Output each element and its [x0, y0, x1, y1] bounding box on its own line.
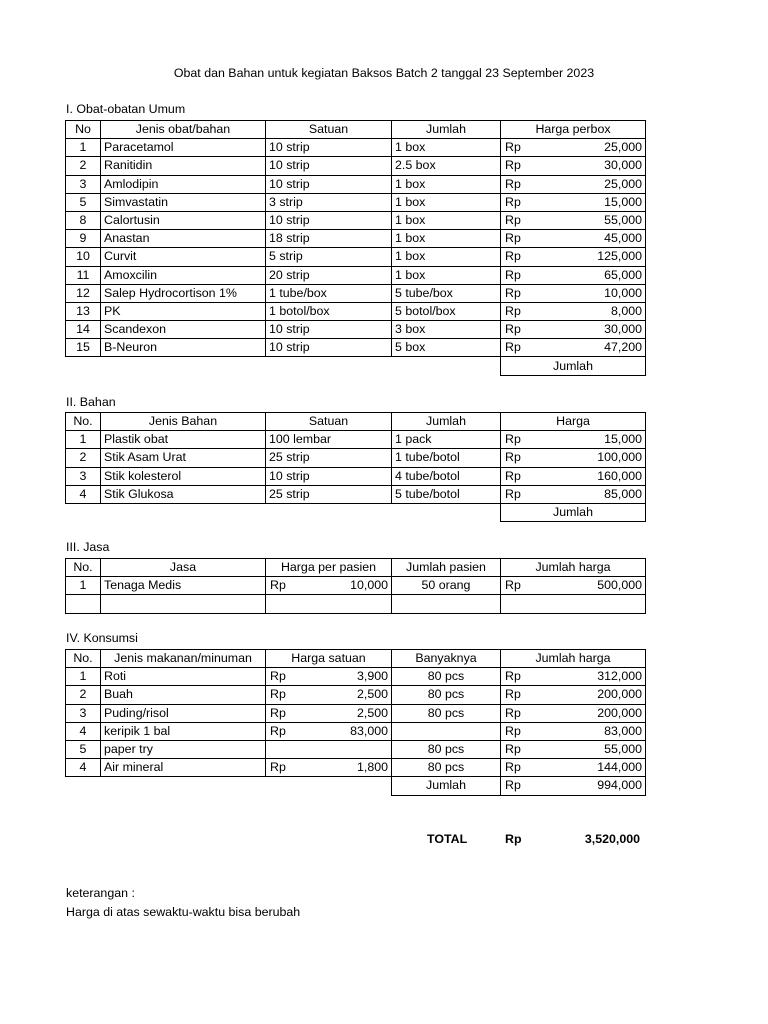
item-unit: 10 strip: [266, 175, 392, 193]
services-table: [65, 558, 646, 614]
table-total-row: [66, 357, 646, 375]
table-header-row: [66, 650, 646, 668]
column-header: No.: [66, 559, 101, 577]
currency-symbol: Rp: [505, 267, 521, 282]
item-unit: 100 lembar: [266, 431, 392, 449]
item-quantity: 1 box: [392, 211, 501, 229]
item-price: [501, 175, 646, 193]
row-number: 3: [66, 704, 101, 722]
amount-value: 100,000: [597, 450, 642, 465]
item-price: [501, 230, 646, 248]
item-unit: 10 strip: [266, 211, 392, 229]
item-price: [501, 157, 646, 175]
item-unit: 25 strip: [266, 485, 392, 503]
item-price: [501, 485, 646, 503]
column-header: Satuan: [266, 121, 392, 139]
item-name: B-Neuron: [101, 339, 266, 357]
amount-value: 10,000: [604, 285, 642, 300]
item-quantity: 1 box: [392, 266, 501, 284]
table-row: [66, 339, 646, 357]
empty: [266, 503, 392, 521]
unit-price-empty: [266, 740, 392, 758]
empty: [101, 357, 266, 375]
item-unit: 3 strip: [266, 193, 392, 211]
table-row: [66, 449, 646, 467]
currency-symbol: Rp: [505, 760, 521, 775]
item-unit: 1 botol/box: [266, 302, 392, 320]
currency-symbol: Rp: [505, 140, 521, 155]
amount-value: 500,000: [597, 578, 642, 593]
empty: [266, 777, 392, 795]
table-row: [66, 302, 646, 320]
table-row: [66, 431, 646, 449]
item-name: Amoxcilin: [101, 266, 266, 284]
currency-symbol: Rp: [505, 486, 521, 501]
price-per-patient: [266, 577, 392, 595]
empty-cell: [392, 595, 501, 613]
currency-symbol: Rp: [505, 285, 521, 300]
total-price: [501, 759, 646, 777]
empty-cell: [501, 595, 646, 613]
item-name: Simvastatin: [101, 193, 266, 211]
item-name: Plastik obat: [101, 431, 266, 449]
total-label: Jumlah: [392, 777, 501, 795]
column-header: No: [66, 121, 101, 139]
row-number: 1: [66, 139, 101, 157]
amount-value: 160,000: [597, 468, 642, 483]
patient-count: 50 orang: [392, 577, 501, 595]
column-header: Jenis Bahan: [101, 413, 266, 431]
item-name: Salep Hydrocortison 1%: [101, 284, 266, 302]
column-header: Harga perbox: [501, 121, 646, 139]
note-label: keterangan :: [66, 886, 135, 900]
empty: [66, 777, 101, 795]
table-row: [66, 139, 646, 157]
item-name: Roti: [101, 668, 266, 686]
column-header: Banyaknya: [392, 650, 501, 668]
total-price: [501, 577, 646, 595]
table-total-row: [66, 503, 646, 521]
currency-symbol: Rp: [505, 176, 521, 191]
unit-price: [266, 704, 392, 722]
amount-value: 83,000: [604, 723, 642, 738]
amount-value: 200,000: [597, 705, 642, 720]
document-title: Obat dan Bahan untuk kegiatan Baksos Batch 2 tanggal 23 September 2023: [173, 66, 595, 80]
total-price: [501, 668, 646, 686]
amount-value: 15,000: [604, 194, 642, 209]
item-unit: 5 strip: [266, 248, 392, 266]
currency-symbol: Rp: [505, 303, 521, 318]
column-header: Harga: [501, 413, 646, 431]
consumption-table: [65, 649, 646, 796]
amount-value: 55,000: [604, 742, 642, 757]
item-unit: 10 strip: [266, 321, 392, 339]
empty-cell: [101, 595, 266, 613]
empty: [392, 357, 501, 375]
item-unit: 10 strip: [266, 467, 392, 485]
currency-symbol: Rp: [505, 742, 521, 757]
amount-value: 2,500: [356, 687, 388, 702]
total-label: Jumlah: [501, 503, 646, 521]
item-quantity: 80 pcs: [392, 704, 501, 722]
item-quantity: 1 box: [392, 175, 501, 193]
empty: [266, 357, 392, 375]
table-row: [66, 321, 646, 339]
item-price: [501, 302, 646, 320]
amount-value: 10,000: [350, 578, 388, 593]
column-header: No.: [66, 413, 101, 431]
currency-symbol: Rp: [505, 340, 521, 355]
table-row: [66, 740, 646, 758]
row-number: 3: [66, 467, 101, 485]
item-quantity: 4 tube/botol: [392, 467, 501, 485]
item-unit: 25 strip: [266, 449, 392, 467]
row-number: 2: [66, 686, 101, 704]
item-quantity: 3 box: [392, 321, 501, 339]
item-name: keripik 1 bal: [101, 722, 266, 740]
currency-symbol: Rp: [505, 432, 521, 447]
item-price: [501, 321, 646, 339]
currency-symbol: Rp: [505, 450, 521, 465]
currency-symbol: Rp: [505, 687, 521, 702]
table-header-row: [66, 121, 646, 139]
table-row: [66, 193, 646, 211]
section-3-title: III. Jasa: [66, 540, 110, 554]
item-name: Paracetamol: [101, 139, 266, 157]
item-name: Scandexon: [101, 321, 266, 339]
amount-value: 85,000: [604, 486, 642, 501]
column-header: Jenis obat/bahan: [101, 121, 266, 139]
row-number: 5: [66, 740, 101, 758]
row-number: 15: [66, 339, 101, 357]
column-header: Jasa: [101, 559, 266, 577]
amount-value: 994,000: [597, 778, 642, 793]
currency-symbol: Rp: [505, 194, 521, 209]
empty: [66, 503, 101, 521]
item-quantity: 5 box: [392, 339, 501, 357]
item-name: Calortusin: [101, 211, 266, 229]
item-quantity: 1 pack: [392, 431, 501, 449]
currency-symbol: Rp: [270, 578, 286, 593]
column-header: No.: [66, 650, 101, 668]
row-number: 4: [66, 722, 101, 740]
amount-value: 83,000: [350, 723, 388, 738]
amount-value: 55,000: [604, 213, 642, 228]
item-name: Air mineral: [101, 759, 266, 777]
amount-value: 47,200: [604, 340, 642, 355]
amount-value: 15,000: [604, 432, 642, 447]
currency-symbol: Rp: [505, 231, 521, 246]
unit-price: [266, 686, 392, 704]
item-name: Stik Asam Urat: [101, 449, 266, 467]
item-name: PK: [101, 302, 266, 320]
row-number: 4: [66, 485, 101, 503]
section-4-title: IV. Konsumsi: [66, 631, 138, 645]
item-price: [501, 211, 646, 229]
item-price: [501, 339, 646, 357]
currency-symbol: Rp: [505, 723, 521, 738]
item-quantity: 2.5 box: [392, 157, 501, 175]
item-unit: 10 strip: [266, 157, 392, 175]
item-quantity: 5 botol/box: [392, 302, 501, 320]
currency-symbol: Rp: [505, 705, 521, 720]
section-2-title: II. Bahan: [66, 395, 116, 409]
item-quantity: 1 box: [392, 230, 501, 248]
table-row: [66, 704, 646, 722]
table-row: [66, 157, 646, 175]
row-number: 5: [66, 193, 101, 211]
total-price: [501, 686, 646, 704]
empty: [101, 777, 266, 795]
item-price: [501, 467, 646, 485]
item-price: [501, 449, 646, 467]
item-unit: 10 strip: [266, 339, 392, 357]
service-name: Tenaga Medis: [101, 577, 266, 595]
total-price: [501, 740, 646, 758]
item-quantity: 80 pcs: [392, 759, 501, 777]
row-number: 10: [66, 248, 101, 266]
column-header: Satuan: [266, 413, 392, 431]
table-row: [66, 686, 646, 704]
item-price: [501, 139, 646, 157]
table-header-row: [66, 559, 646, 577]
row-number: 1: [66, 431, 101, 449]
amount-value: 30,000: [604, 322, 642, 337]
table-row: [66, 266, 646, 284]
item-quantity: 80 pcs: [392, 740, 501, 758]
table-row: [66, 722, 646, 740]
table-row: [66, 211, 646, 229]
materials-table: [65, 412, 646, 522]
table-row: [66, 284, 646, 302]
currency-symbol: Rp: [505, 249, 521, 264]
amount-value: 200,000: [597, 687, 642, 702]
table-empty-row: [66, 595, 646, 613]
table-row: [66, 467, 646, 485]
item-unit: 1 tube/box: [266, 284, 392, 302]
table-row: [66, 485, 646, 503]
item-price: [501, 284, 646, 302]
table-row: [66, 759, 646, 777]
item-quantity: 80 pcs: [392, 686, 501, 704]
item-quantity: 1 tube/botol: [392, 449, 501, 467]
item-quantity: 1 box: [392, 193, 501, 211]
total-price: [501, 704, 646, 722]
amount-value: 25,000: [604, 140, 642, 155]
item-name: Puding/risol: [101, 704, 266, 722]
item-unit: 10 strip: [266, 139, 392, 157]
amount-value: 144,000: [597, 760, 642, 775]
row-number: 8: [66, 211, 101, 229]
medicine-table: [65, 120, 646, 376]
table-header-row: [66, 413, 646, 431]
amount-value: 30,000: [604, 158, 642, 173]
item-quantity: 1 box: [392, 139, 501, 157]
total-label: Jumlah: [501, 357, 646, 375]
item-price: [501, 193, 646, 211]
column-header: Harga per pasien: [266, 559, 392, 577]
currency-symbol: Rp: [270, 687, 286, 702]
table-row: [66, 175, 646, 193]
row-number: 12: [66, 284, 101, 302]
note-text: Harga di atas sewaktu-waktu bisa berubah: [66, 905, 301, 919]
currency-symbol: Rp: [505, 578, 521, 593]
column-header: Jumlah harga: [501, 559, 646, 577]
item-quantity: 5 tube/botol: [392, 485, 501, 503]
grand-total-label: TOTAL: [427, 832, 468, 846]
amount-value: 2,500: [356, 705, 388, 720]
item-unit: 18 strip: [266, 230, 392, 248]
amount-value: 65,000: [604, 267, 642, 282]
item-price: [501, 431, 646, 449]
item-name: Ranitidin: [101, 157, 266, 175]
column-header: Jumlah: [392, 121, 501, 139]
currency-symbol: Rp: [505, 468, 521, 483]
amount-value: 1,800: [356, 760, 388, 775]
unit-price: [266, 668, 392, 686]
table-row: [66, 668, 646, 686]
empty: [101, 503, 266, 521]
table-row: [66, 230, 646, 248]
item-name: Curvit: [101, 248, 266, 266]
item-quantity: 5 tube/box: [392, 284, 501, 302]
item-name: Anastan: [101, 230, 266, 248]
column-header: Jumlah: [392, 413, 501, 431]
amount-value: 8,000: [610, 303, 642, 318]
total-value: [501, 777, 646, 795]
item-quantity: 80 pcs: [392, 668, 501, 686]
table-row: [66, 577, 646, 595]
item-name: Buah: [101, 686, 266, 704]
currency-symbol: Rp: [270, 760, 286, 775]
table-row: [66, 248, 646, 266]
row-number: 2: [66, 157, 101, 175]
column-header: Jumlah harga: [501, 650, 646, 668]
row-number: 2: [66, 449, 101, 467]
item-name: Stik kolesterol: [101, 467, 266, 485]
table-total-row: [66, 777, 646, 795]
grand-total-value: 3,520,000: [584, 832, 640, 846]
item-name: Stik Glukosa: [101, 485, 266, 503]
item-price: [501, 248, 646, 266]
amount-value: 25,000: [604, 176, 642, 191]
amount-value: 45,000: [604, 231, 642, 246]
column-header: Jumlah pasien: [392, 559, 501, 577]
section-1-title: I. Obat-obatan Umum: [66, 102, 186, 116]
item-unit: 20 strip: [266, 266, 392, 284]
item-name: Amlodipin: [101, 175, 266, 193]
currency-symbol: Rp: [505, 778, 521, 793]
amount-value: 125,000: [597, 249, 642, 264]
row-number: 13: [66, 302, 101, 320]
row-number: 14: [66, 321, 101, 339]
unit-price: [266, 722, 392, 740]
empty: [66, 357, 101, 375]
amount-value: 312,000: [597, 669, 642, 684]
item-quantity: [392, 722, 501, 740]
row-number: 3: [66, 175, 101, 193]
column-header: Jenis makanan/minuman: [101, 650, 266, 668]
currency-symbol: Rp: [505, 158, 521, 173]
row-number: 9: [66, 230, 101, 248]
item-price: [501, 266, 646, 284]
currency-symbol: Rp: [505, 213, 521, 228]
grand-total-currency: Rp: [505, 832, 522, 846]
currency-symbol: Rp: [505, 322, 521, 337]
currency-symbol: Rp: [505, 669, 521, 684]
row-number: 1: [66, 577, 101, 595]
amount-value: 3,900: [356, 669, 388, 684]
unit-price: [266, 759, 392, 777]
row-number: 1: [66, 668, 101, 686]
empty: [392, 503, 501, 521]
currency-symbol: Rp: [270, 723, 286, 738]
total-price: [501, 722, 646, 740]
empty-cell: [266, 595, 392, 613]
empty-cell: [66, 595, 101, 613]
item-quantity: 1 box: [392, 248, 501, 266]
item-name: paper try: [101, 740, 266, 758]
row-number: 11: [66, 266, 101, 284]
row-number: 4: [66, 759, 101, 777]
column-header: Harga satuan: [266, 650, 392, 668]
currency-symbol: Rp: [270, 669, 286, 684]
currency-symbol: Rp: [270, 705, 286, 720]
